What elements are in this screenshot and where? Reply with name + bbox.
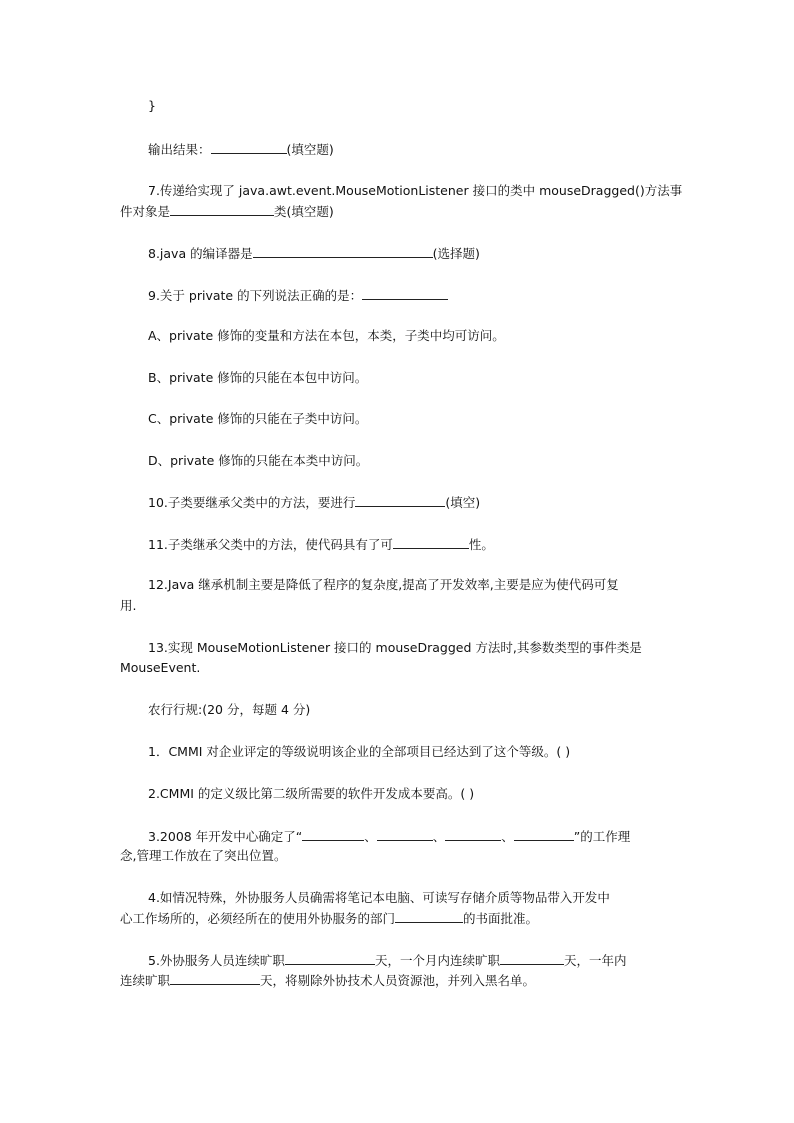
blank-s4 [395, 908, 463, 923]
q7-text: 7.传递给实现了 java.awt.event.MouseMotionListener 接口的类中 mouseDragged()方法事 [148, 183, 683, 198]
closing-brace [148, 96, 156, 116]
blank-q9 [362, 285, 448, 300]
blank-s3-2 [377, 826, 433, 841]
section-question-4-line-2 [120, 908, 538, 929]
q10-suffix: (填空) [445, 495, 481, 510]
blank-s5-3 [170, 970, 260, 985]
s3-suffix: ”的工作理 [573, 829, 631, 844]
q8-suffix: (选择题) [432, 246, 480, 261]
question-7-line-1 [148, 181, 682, 201]
option-b [148, 368, 367, 388]
q8-prefix: 8.java 的编译器是 [148, 246, 253, 261]
q9-text: 9.关于 private 的下列说法正确的是： [148, 288, 363, 303]
option-d-text: D、private 修饰的只能在本类中访问。 [148, 453, 369, 468]
blank-output [211, 139, 287, 154]
q10-prefix: 10.子类要继承父类中的方法，要进行 [148, 495, 356, 510]
s3-line2-text: 念,管理工作放在了突出位置。 [120, 848, 287, 863]
section-question-4-line-1 [148, 888, 610, 908]
q12-text-1: 12.Java 继承机制主要是降低了程序的复杂度,提高了开发效率,主要是应为使代码可复 [148, 577, 619, 592]
output-result-line [148, 139, 334, 160]
q13-text-2: MouseEvent. [120, 660, 201, 675]
s3-sep-2: 、 [432, 829, 446, 844]
s3-prefix: 3.2008 年开发中心确定了“ [148, 829, 303, 844]
question-7-line-2 [120, 201, 334, 222]
q11-prefix: 11.子类继承父类中的方法，使代码具有了可 [148, 537, 393, 552]
section-question-5-line-1 [148, 950, 626, 971]
blank-q8 [253, 243, 433, 258]
q7-line2-suffix: 类(填空题) [274, 204, 334, 219]
question-9-line [148, 285, 448, 306]
section-question-3-line-2 [120, 846, 286, 866]
section-question-1 [148, 742, 570, 762]
blank-q7 [170, 201, 274, 216]
q12-text-2: 用. [120, 598, 137, 613]
section-question-3-line-1 [148, 826, 630, 847]
blank-s3-4 [514, 826, 574, 841]
option-c-text: C、private 修饰的只能在子类中访问。 [148, 411, 368, 426]
blank-q10 [355, 492, 445, 507]
blank-s5-2 [500, 950, 564, 965]
s3-sep-3: 、 [501, 829, 514, 844]
option-c [148, 409, 367, 429]
s3-sep-1: 、 [364, 829, 377, 844]
s5-line2-prefix: 连续旷职 [120, 973, 171, 988]
brace-text: } [148, 98, 156, 113]
s5-mid: 天，一个月内连续旷职 [374, 953, 500, 968]
question-10-line [148, 492, 480, 513]
blank-s3-1 [302, 826, 364, 841]
s4-line2-suffix: 的书面批准。 [463, 911, 539, 926]
option-a [148, 326, 505, 346]
s4-text-1: 4.如情况特殊，外协服务人员确需将笔记本电脑、可读写存储介质等物品带入开发中 [148, 890, 610, 905]
section-question-2 [148, 784, 474, 804]
option-d [148, 451, 368, 471]
output-suffix: (填空题) [286, 142, 334, 157]
question-12-line-1 [148, 575, 619, 595]
blank-s3-3 [445, 826, 501, 841]
q11-suffix: 性。 [468, 537, 494, 552]
section-heading-text: 农行行规:(20 分，每题 4 分) [148, 702, 311, 717]
s5-line2-suffix: 天，将剔除外协技术人员资源池，并列入黑名单。 [260, 973, 536, 988]
section-heading [148, 700, 310, 720]
q13-text-1: 13.实现 MouseMotionListener 接口的 mouseDragged 方法时,其参数类型的事件类是 [148, 640, 642, 655]
s5-prefix: 5.外协服务人员连续旷职 [148, 953, 285, 968]
blank-q11 [393, 534, 469, 549]
s2-text: 2.CMMI 的定义级比第二级所需要的软件开发成本要高。( ) [148, 786, 475, 801]
question-11-line [148, 534, 494, 555]
option-b-text: B、private 修饰的只能在本包中访问。 [148, 370, 368, 385]
output-label: 输出结果： [148, 142, 211, 157]
question-13-line-1 [148, 638, 642, 658]
question-8-line [148, 243, 480, 264]
q7-line2-prefix: 件对象是 [120, 204, 171, 219]
option-a-text: A、private 修饰的变量和方法在本包，本类，子类中均可访问。 [148, 328, 505, 343]
s1-text: 1．CMMI 对企业评定的等级说明该企业的全部项目已经达到了这个等级。( ) [148, 744, 571, 759]
s5-suffix: 天，一年内 [563, 953, 627, 968]
s4-line2-prefix: 心工作场所的，必须经所在的使用外协服务的部门 [120, 911, 396, 926]
section-question-5-line-2 [120, 970, 535, 991]
question-13-line-2 [120, 658, 200, 678]
question-12-line-2 [120, 596, 136, 616]
blank-s5-1 [285, 950, 375, 965]
